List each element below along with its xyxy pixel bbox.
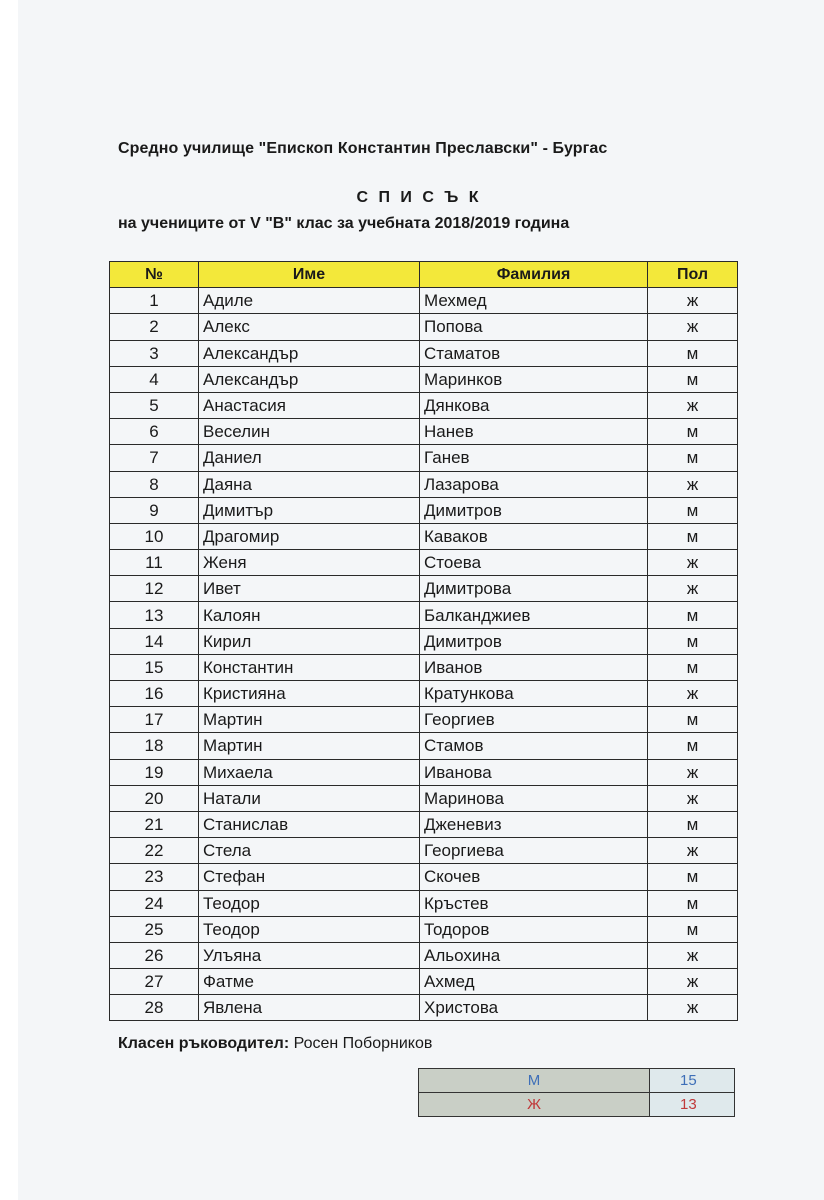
row-surname: Стоева (420, 550, 648, 576)
row-first-name: Натали (199, 785, 420, 811)
row-surname: Дженевиз (420, 811, 648, 837)
table-row (110, 628, 738, 654)
row-surname: Ахмед (420, 969, 648, 995)
row-sex: м (648, 864, 738, 890)
row-first-name: Александър (199, 340, 420, 366)
row-number: 6 (110, 419, 199, 445)
row-surname: Георгиев (420, 707, 648, 733)
row-number: 12 (110, 576, 199, 602)
row-number: 25 (110, 916, 199, 942)
row-sex: м (648, 707, 738, 733)
scan-edge (0, 0, 18, 1200)
table-row (110, 942, 738, 968)
table-row (110, 550, 738, 576)
table-row (110, 445, 738, 471)
row-surname: Димитров (420, 628, 648, 654)
document-title: С П И С Ъ К (356, 189, 482, 206)
row-surname: Иванов (420, 654, 648, 680)
document-subtitle: на учениците от V "В" клас за учебната 2018/2019 година (118, 215, 570, 232)
row-sex: ж (648, 942, 738, 968)
row-sex: ж (648, 995, 738, 1021)
row-first-name: Калоян (199, 602, 420, 628)
row-number: 2 (110, 314, 199, 340)
row-sex: ж (648, 314, 738, 340)
row-surname: Маринков (420, 366, 648, 392)
row-number: 5 (110, 392, 199, 418)
table-row (110, 838, 738, 864)
row-surname: Балканджиев (420, 602, 648, 628)
row-first-name: Мартин (199, 707, 420, 733)
table-row (110, 864, 738, 890)
table-row (110, 314, 738, 340)
row-first-name: Улъяна (199, 942, 420, 968)
row-sex: м (648, 602, 738, 628)
row-number: 7 (110, 445, 199, 471)
row-first-name: Женя (199, 550, 420, 576)
row-number: 23 (110, 864, 199, 890)
row-number: 13 (110, 602, 199, 628)
row-surname: Маринова (420, 785, 648, 811)
row-number: 19 (110, 759, 199, 785)
row-surname: Скочев (420, 864, 648, 890)
table-row (110, 969, 738, 995)
row-sex: м (648, 445, 738, 471)
row-first-name: Адиле (199, 288, 420, 314)
table-row (110, 890, 738, 916)
summary-row-female (419, 1093, 735, 1117)
row-number: 8 (110, 471, 199, 497)
row-number: 15 (110, 654, 199, 680)
row-first-name: Мартин (199, 733, 420, 759)
summary-label-female: Ж (419, 1093, 650, 1117)
row-surname: Ганев (420, 445, 648, 471)
row-first-name: Теодор (199, 890, 420, 916)
row-sex: м (648, 654, 738, 680)
table-row (110, 497, 738, 523)
row-number: 4 (110, 366, 199, 392)
row-sex: ж (648, 550, 738, 576)
row-number: 22 (110, 838, 199, 864)
column-header-number: № (110, 262, 199, 288)
row-first-name: Анастасия (199, 392, 420, 418)
row-first-name: Кристияна (199, 681, 420, 707)
row-surname: Иванова (420, 759, 648, 785)
row-surname: Кръстев (420, 890, 648, 916)
row-surname: Каваков (420, 523, 648, 549)
row-first-name: Михаела (199, 759, 420, 785)
row-sex: м (648, 366, 738, 392)
roster-body (110, 288, 738, 1021)
row-first-name: Стела (199, 838, 420, 864)
column-header-surname: Фамилия (420, 262, 648, 288)
summary-row-male (419, 1069, 735, 1093)
row-sex: ж (648, 576, 738, 602)
table-row (110, 995, 738, 1021)
row-sex: ж (648, 392, 738, 418)
row-sex: ж (648, 969, 738, 995)
table-row (110, 419, 738, 445)
summary-count-female: 13 (650, 1093, 735, 1117)
row-sex: м (648, 340, 738, 366)
student-roster-table (109, 261, 738, 1021)
row-sex: м (648, 733, 738, 759)
table-header-row (110, 262, 738, 288)
row-surname: Нанев (420, 419, 648, 445)
table-row (110, 340, 738, 366)
row-surname: Христова (420, 995, 648, 1021)
row-number: 14 (110, 628, 199, 654)
row-surname: Димитрова (420, 576, 648, 602)
row-first-name: Алекс (199, 314, 420, 340)
table-row (110, 392, 738, 418)
row-number: 24 (110, 890, 199, 916)
summary-count-male: 15 (650, 1069, 735, 1093)
table-row (110, 733, 738, 759)
row-first-name: Фатме (199, 969, 420, 995)
row-surname: Дянкова (420, 392, 648, 418)
row-number: 18 (110, 733, 199, 759)
row-number: 11 (110, 550, 199, 576)
row-sex: м (648, 497, 738, 523)
row-number: 27 (110, 969, 199, 995)
table-row (110, 471, 738, 497)
column-header-name: Име (199, 262, 420, 288)
row-first-name: Веселин (199, 419, 420, 445)
row-first-name: Явлена (199, 995, 420, 1021)
table-row (110, 654, 738, 680)
row-sex: ж (648, 288, 738, 314)
row-sex: м (648, 628, 738, 654)
row-first-name: Драгомир (199, 523, 420, 549)
row-first-name: Димитър (199, 497, 420, 523)
school-name: Средно училище "Епископ Константин Преславски" - Бургас (118, 140, 608, 157)
row-first-name: Станислав (199, 811, 420, 837)
row-number: 1 (110, 288, 199, 314)
row-first-name: Даниел (199, 445, 420, 471)
row-number: 28 (110, 995, 199, 1021)
row-number: 21 (110, 811, 199, 837)
row-number: 9 (110, 497, 199, 523)
row-surname: Попова (420, 314, 648, 340)
row-number: 20 (110, 785, 199, 811)
row-first-name: Кирил (199, 628, 420, 654)
row-sex: м (648, 523, 738, 549)
row-first-name: Теодор (199, 916, 420, 942)
table-row (110, 916, 738, 942)
row-sex: ж (648, 838, 738, 864)
row-surname: Альохина (420, 942, 648, 968)
row-sex: м (648, 811, 738, 837)
table-row (110, 288, 738, 314)
row-number: 16 (110, 681, 199, 707)
summary-label-male: М (419, 1069, 650, 1093)
row-number: 3 (110, 340, 199, 366)
table-row (110, 785, 738, 811)
row-sex: м (648, 890, 738, 916)
table-row (110, 681, 738, 707)
class-teacher-label: Класен ръководител: (118, 1035, 290, 1052)
row-sex: м (648, 916, 738, 942)
row-sex: ж (648, 471, 738, 497)
table-row (110, 707, 738, 733)
row-first-name: Стефан (199, 864, 420, 890)
row-surname: Лазарова (420, 471, 648, 497)
gender-summary-table (418, 1068, 735, 1117)
column-header-sex: Пол (648, 262, 738, 288)
table-row (110, 366, 738, 392)
row-number: 17 (110, 707, 199, 733)
row-surname: Мехмед (420, 288, 648, 314)
row-first-name: Константин (199, 654, 420, 680)
row-surname: Кратункова (420, 681, 648, 707)
row-surname: Стаматов (420, 340, 648, 366)
row-surname: Георгиева (420, 838, 648, 864)
row-first-name: Даяна (199, 471, 420, 497)
row-surname: Тодоров (420, 916, 648, 942)
row-surname: Стамов (420, 733, 648, 759)
row-number: 10 (110, 523, 199, 549)
row-first-name: Ивет (199, 576, 420, 602)
table-row (110, 811, 738, 837)
row-sex: ж (648, 759, 738, 785)
row-sex: ж (648, 681, 738, 707)
row-sex: ж (648, 785, 738, 811)
table-row (110, 602, 738, 628)
table-row (110, 523, 738, 549)
row-sex: м (648, 419, 738, 445)
class-teacher-name: Росен Поборников (293, 1035, 433, 1052)
table-row (110, 576, 738, 602)
row-number: 26 (110, 942, 199, 968)
table-row (110, 759, 738, 785)
class-teacher (118, 1035, 432, 1053)
row-first-name: Александър (199, 366, 420, 392)
row-surname: Димитров (420, 497, 648, 523)
